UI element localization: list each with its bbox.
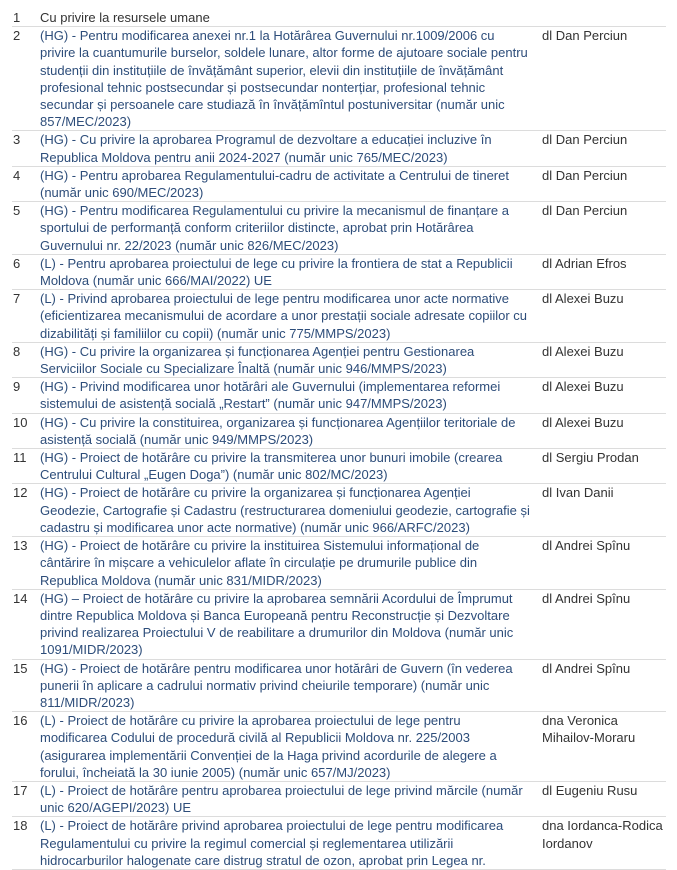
agenda-item-text: (L) - Proiect de hotărâre pentru aprobarea proiectului de lege privind mărcile (număr unic 620/AGEPI/2023) UE — [40, 782, 523, 816]
speaker-name: dl Andrei Spînu — [542, 538, 631, 554]
agenda-item-text: (HG) - Cu privire la aprobarea Programul de dezvoltare a educației incluzive în Republica Moldova pentru anii 2024-2027 (număr unic 765/MEC/2023) — [40, 132, 492, 165]
row-number: 9 — [13, 379, 21, 395]
agenda-item-text: (HG) - Privind modificarea unor hotărâri ale Guvernului (implementarea reformei sistemului de asistență socială „Restart” (număr unic 947/MMPS/2023) — [40, 379, 501, 412]
agenda-item-text: (L) - Proiect de hotărâre privind aprobarea proiectului de lege pentru modificarea Regulamentului cu privire la regimul comercial și reglementarea utilizării hidrocarburilor halogenate care distrug stratul de ozon, aprobat prin Legea nr. — [40, 818, 504, 868]
row-number: 2 — [13, 28, 21, 44]
agenda-row — [12, 413, 666, 448]
agenda-row — [12, 537, 666, 590]
speaker-name: dl Dan Perciun — [542, 28, 628, 44]
speaker-name: dna Veronica Mihailov-Moraru — [542, 713, 636, 746]
speaker-name: dl Andrei Spînu — [542, 660, 631, 676]
row-number: 10 — [13, 414, 28, 430]
speaker-name: dl Andrei Spînu — [542, 590, 631, 606]
agenda-row — [12, 589, 666, 659]
row-number: 17 — [13, 782, 28, 798]
agenda-row — [12, 484, 666, 537]
row-number: 4 — [13, 167, 21, 183]
agenda-item-text: (HG) - Cu privire la organizarea și funcționarea Agenției pentru Gestionarea Serviciilor Sociale cu Specializare Înaltă (număr unic 946/MMPS/2023) — [40, 343, 475, 377]
agenda-item-text: (HG) - Proiect de hotărâre cu privire la transmiterea unor bunuri imobile (crearea Centrului Cultural „Eugen Doga”) (număr unic 802/MC/2023) — [40, 450, 503, 483]
row-number: 3 — [13, 132, 21, 148]
agenda-item-text: (HG) - Proiect de hotărâre pentru modificarea unor hotărâri de Guvern (în vederea punerii în aplicare a cadrului normativ privind cheiurile temporare) (număr unic 811/MIDR/2023) — [40, 660, 513, 710]
agenda-item-text: (HG) - Pentru aprobarea Regulamentului-cadru de activitate a Centrului de tineret (număr unic 690/MEC/2023) — [40, 167, 509, 201]
row-number: 12 — [13, 485, 28, 501]
agenda-row — [12, 254, 666, 289]
speaker-name: dl Sergiu Prodan — [542, 450, 639, 466]
agenda-item-text: (HG) - Proiect de hotărâre cu privire la instituirea Sistemului informațional de cântărire în mișcare a vehiculelor aflate în circulație pe drumurile publice din Republica Moldova (număr unic 831/MIDR/2023) — [40, 538, 480, 588]
agenda-item-text: (L) - Proiect de hotărâre cu privire la aprobarea proiectului de lege pentru modificarea Codului de procedură civilă al Republicii Moldova nr. 225/2003 (asigurarea implementării Convenției de la Haga privind acordurile de alegere a forului, încheiată la 30 iunie 2005) (număr unic 657/MJ/2023) — [40, 713, 497, 780]
speaker-name: dl Alexei Buzu — [542, 291, 624, 307]
row-number: 7 — [13, 291, 21, 307]
agenda-item-text: (L) - Privind aprobarea proiectului de lege pentru modificarea unor acte normative (eficientizarea mecanismului de acordare a unor prestații sociale adresate copiilor cu dizabilități și familiilor cu copii) (număr unic 775/MMPS/2023) — [40, 291, 528, 341]
agenda-item-text: (HG) - Pentru modificarea anexei nr.1 la Hotărârea Guvernului nr.1009/2006 cu privire la cuantumurile burselor, soldele lunare, altor forme de ajutoare sociale pentru studenții din instituțiile de învățământ superior, elevii din instituțiile de învățământ profesional tehnic postsecundar și postsecundar nonterțiar, profesional tehnic secundar și persoanele care studiază în învățămîntul postuniversitar (număr unic 857/MEC/2023) — [40, 28, 528, 130]
speaker-name: dl Ivan Danii — [542, 485, 614, 501]
speaker-name: dl Adrian Efros — [542, 255, 627, 271]
agenda-row — [12, 202, 666, 255]
speaker-name — [542, 9, 666, 27]
speaker-name: dl Eugeniu Rusu — [542, 782, 638, 798]
agenda-row — [12, 781, 666, 816]
agenda-row — [12, 449, 666, 484]
row-number: 11 — [13, 450, 27, 466]
row-number: 13 — [13, 538, 28, 554]
agenda-item-text: (L) - Pentru aprobarea proiectului de lege cu privire la frontiera de stat a Republicii Moldova (număr unic 666/MAI/2022) UE — [40, 255, 513, 289]
speaker-name: dl Dan Perciun — [542, 167, 628, 183]
agenda-item-text: Cu privire la resursele umane — [40, 10, 210, 25]
agenda-row — [12, 659, 666, 712]
row-number: 1 — [13, 10, 21, 25]
agenda-row — [12, 342, 666, 377]
speaker-name: dl Alexei Buzu — [542, 379, 624, 395]
row-number: 8 — [13, 343, 21, 359]
row-number: 14 — [13, 590, 28, 606]
row-number: 15 — [13, 660, 28, 676]
agenda-item-text: (HG) - Proiect de hotărâre cu privire la organizarea și funcționarea Agenției Geodezie, Cartografie și Cadastru (restructurarea domeniului geodezie, cartografie și cadastru și modificarea unor acte normative) (număr unic 966/ARFC/2023) — [40, 485, 530, 535]
row-number: 16 — [13, 713, 28, 729]
row-number: 18 — [13, 818, 28, 834]
agenda-row — [12, 27, 666, 131]
agenda-table — [12, 9, 666, 870]
agenda-item-text: (HG) - Pentru modificarea Regulamentului cu privire la mecanismul de finanțare a sportului de performanță conform criteriilor distincte, aprobat prin Hotărârea Guvernului nr. 22/2023 (număr unic 826/MEC/2023) — [40, 203, 509, 253]
agenda-row — [12, 131, 666, 166]
speaker-name: dl Dan Perciun — [542, 203, 628, 219]
agenda-row — [12, 712, 666, 782]
speaker-name: dna Iordanca-Rodica Iordanov — [542, 818, 663, 851]
agenda-row — [12, 290, 666, 343]
agenda-row — [12, 9, 666, 27]
row-number: 5 — [13, 203, 21, 219]
row-number: 6 — [13, 255, 21, 271]
speaker-name: dl Alexei Buzu — [542, 343, 624, 359]
agenda-row — [12, 378, 666, 413]
agenda-row — [12, 817, 666, 870]
agenda-item-text: (HG) - Cu privire la constituirea, organizarea și funcționarea Agențiilor teritoriale de asistență socială (număr unic 949/MMPS/2023) — [40, 414, 516, 447]
agenda-item-text: (HG) – Proiect de hotărâre cu privire la aprobarea semnării Acordului de Împrumut dintre Republica Moldova și Banca Europeană pentru Reconstrucție și Dezvoltare privind realizarea Proiectului V de reabilitare a drumurilor din Moldova (număr unic 1091/MIDR/2023) — [40, 590, 514, 658]
speaker-name: dl Alexei Buzu — [542, 414, 624, 430]
agenda-row — [12, 166, 666, 201]
speaker-name: dl Dan Perciun — [542, 132, 628, 148]
